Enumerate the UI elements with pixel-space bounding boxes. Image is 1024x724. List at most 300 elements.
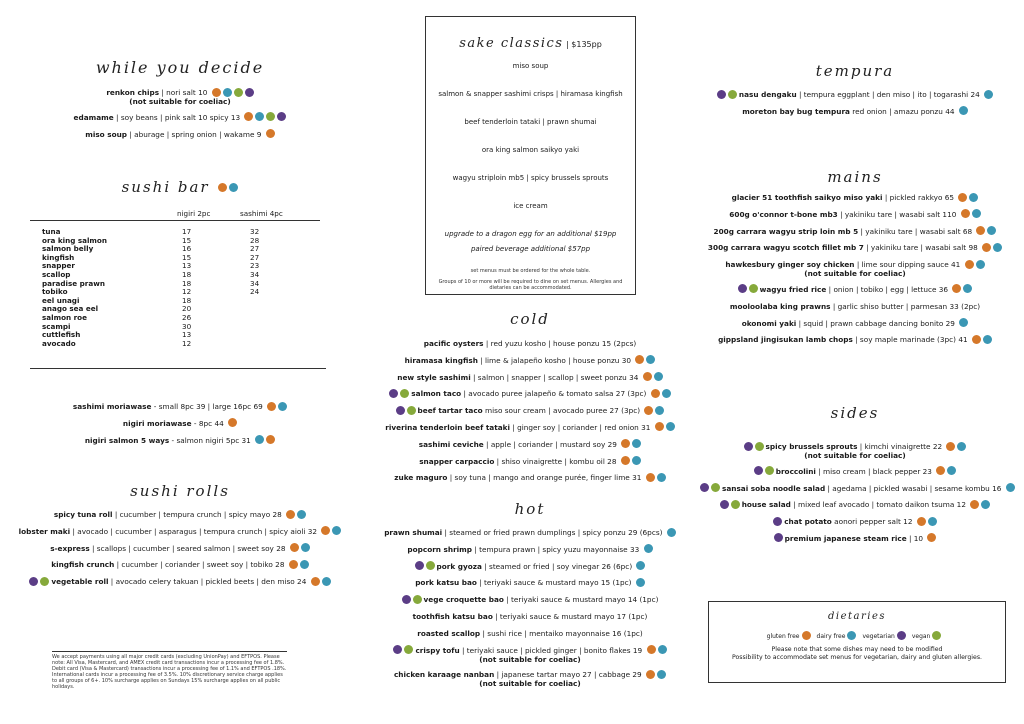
legend-label: vegetarian: [862, 633, 895, 640]
dairy-free-icon: [981, 500, 990, 509]
dairy-free-icon: [667, 528, 676, 537]
gluten-free-icon: [266, 129, 275, 138]
menu-item-description: | teriyaki sauce & mustard mayo 14 (1pc): [503, 595, 659, 605]
dairy-free-icon: [297, 510, 306, 519]
menu-item-name: nasu dengaku: [738, 90, 797, 99]
menu-item: [30, 88, 330, 106]
cell-sashimi: 34: [250, 278, 260, 288]
cell-sashimi: 24: [250, 287, 260, 297]
menu-item-description: | soy maple marinade (3pc) 41: [852, 335, 970, 345]
dairy-free-icon: [255, 435, 264, 444]
dairy-free-icon: [987, 226, 996, 235]
menu-item: [10, 510, 350, 520]
menu-item-description: | cucumber | coriander | sweet soy | tobiko 28: [114, 560, 287, 570]
menu-item-description: | teriyaki sauce | pickled ginger | bonito flakes 19: [459, 645, 645, 655]
sake-classics-box: [425, 16, 636, 295]
cell-name: cuttlefish: [42, 330, 81, 340]
dairy-free-icon: [646, 355, 655, 364]
cell-sashimi: 28: [250, 235, 260, 245]
legend-item: [767, 633, 811, 640]
gluten-free-icon: [643, 372, 652, 381]
vegetarian-icon: [277, 112, 286, 121]
sushi-bar-title-text: sushi bar: [121, 178, 210, 196]
cell-sashimi: [250, 340, 322, 349]
gluten-free-icon: [289, 560, 298, 569]
menu-item-name: mooloolaba king prawns: [729, 301, 831, 311]
legend-item: [862, 633, 905, 640]
moriawase-list: [30, 402, 330, 452]
vegetarian-icon: [389, 389, 398, 398]
dairy-free-icon: [658, 645, 667, 654]
menu-item-description: | shiso vinaigrette | kombu oil 28: [494, 456, 619, 466]
gluten-free-icon: [961, 209, 970, 218]
hot-list: [360, 528, 700, 695]
menu-item-description: | red yuzu kosho | house ponzu 15 (2pcs): [483, 339, 637, 348]
menu-item-name: broccolini: [775, 466, 816, 476]
gluten-free-icon: [621, 439, 630, 448]
menu-item-name: s-express: [50, 543, 90, 553]
cell-name: scampi: [42, 321, 71, 331]
sushi-rolls-title: sushi rolls: [130, 482, 230, 500]
vegetarian-icon: [773, 517, 782, 526]
vegetarian-icon: [396, 406, 405, 415]
menu-item-description: | apple | coriander | mustard soy 29: [483, 439, 620, 449]
sushi-rolls-list: [10, 510, 350, 594]
dairy-free-icon: [957, 442, 966, 451]
dairy-free-icon: [847, 631, 856, 640]
cold-list: [360, 339, 700, 490]
menu-item-name: wagyu fried rice: [759, 284, 827, 294]
cell-sashimi: 34: [250, 269, 260, 279]
payment-note-text: We accept payments using all major credit cards (excluding UnionPay) and EFTPOS. Please note: All Visa, Mastercard, and AMEX credit card transactions incur a processing fee of 1.8%. Debit card (Visa & Mastercard) transactions incur a processing fee of 1.1% and EFTPOS .18%. International cards incur a processing fee of 3.5%. 10% discretionary service charge applies to all groups of 6+. 10% surcharge applies on Sundays 15% surcharge applies on all public holidays.: [52, 654, 287, 690]
vegan-icon: [932, 631, 941, 640]
menu-item: [360, 356, 700, 366]
gluten-free-icon: [244, 112, 253, 121]
set-menu-item: ora king salmon saikyo yaki: [481, 146, 580, 154]
vegan-icon: [426, 561, 435, 570]
menu-item: [695, 210, 1015, 220]
menu-item: [700, 517, 1010, 527]
menu-item-description: | avocado celery takuan | pickled beets | den miso 24: [108, 577, 309, 587]
menu-item-name: nigiri salmon 5 ways: [84, 435, 170, 445]
set-menu-item: miso soup: [512, 62, 549, 70]
menu-item-description: miso sour cream | avocado puree 27 (3pc): [482, 406, 643, 416]
dairy-free-icon: [654, 372, 663, 381]
sushi-bar-title: [30, 178, 330, 196]
menu-item-description: - salmon nigiri 5pc 31: [169, 435, 254, 445]
menu-item: [360, 373, 700, 383]
menu-item: [695, 285, 1015, 295]
menu-item-name: nigiri moriawase: [122, 418, 192, 428]
sides-list: [700, 442, 1010, 551]
dairy-free-icon: [655, 406, 664, 415]
vegetarian-icon: [402, 595, 411, 604]
menu-item: [700, 467, 1010, 477]
cell-name: paradise prawn: [42, 278, 105, 288]
vegan-icon: [755, 442, 764, 451]
menu-item-description: | japanese tartar mayo 27 | cabbage 29: [494, 670, 645, 680]
cell-nigiri: 16: [182, 244, 192, 254]
cell-nigiri: 18: [182, 269, 192, 279]
legend-item: [817, 633, 857, 640]
vegetarian-icon: [717, 90, 726, 99]
cell-name: scallop: [42, 269, 71, 279]
dietaries-note-1: Please note that some dishes may need to be modified: [771, 646, 943, 653]
menu-item-description: aonori pepper salt 12: [831, 517, 915, 527]
menu-item-name: spicy brussels sprouts: [765, 442, 858, 451]
cell-name: tobiko: [42, 287, 68, 297]
cell-nigiri: 26: [182, 312, 192, 322]
vegetarian-icon: [245, 88, 254, 97]
vegetarian-icon: [744, 442, 753, 451]
dairy-free-icon: [662, 389, 671, 398]
menu-item-description: | teriyaki sauce & mustard mayo 15 (1pc): [476, 578, 634, 588]
dairy-free-icon: [255, 112, 264, 121]
gluten-free-icon: [927, 533, 936, 542]
menu-item: [700, 90, 1010, 100]
menu-item: [695, 260, 1015, 278]
legend-label: vegan: [911, 633, 931, 640]
dairy-free-icon: [1006, 483, 1015, 492]
menu-item: [360, 440, 700, 450]
menu-item-description: | onion | tobiko | egg | lettuce 36: [826, 284, 951, 294]
menu-item-name: gippsland jingisukan lamb chops: [718, 335, 853, 345]
sushi-bar-rows: [42, 228, 322, 348]
cell-nigiri: 15: [182, 235, 192, 245]
dairy-free-icon: [947, 466, 956, 475]
menu-item: [360, 612, 700, 622]
menu-item-description: | steamed or fried | soy vinegar 26 (6pc): [481, 561, 635, 571]
menu-item-description: | sushi rice | mentaiko mayonnaise 16 (1pc): [480, 628, 643, 638]
menu-item-name: chat potato: [784, 517, 832, 527]
menu-item-description: | tempura prawn | spicy yuzu mayonnaise 33: [472, 544, 642, 554]
table-row: [42, 340, 322, 349]
gluten-free-icon: [952, 284, 961, 293]
cell-name: avocado: [42, 338, 76, 348]
menu-item: [700, 500, 1010, 510]
menu-item-description: | yakiniku tare | wasabi salt 98: [863, 243, 981, 253]
menu-item-description: | scallops | cucumber | seared salmon | sweet soy 28: [89, 543, 288, 553]
menu-item: [700, 107, 1010, 117]
vegan-icon: [234, 88, 243, 97]
sake-pairing: paired beverage additional $57pp: [470, 245, 591, 253]
menu-item-description: - small 8pc 39 | large 16pc 69: [151, 402, 266, 411]
dairy-free-icon: [301, 543, 310, 552]
cell-nigiri: 12: [182, 287, 192, 297]
gluten-free-icon: [958, 193, 967, 202]
dairy-free-icon: [993, 243, 1002, 252]
menu-item-description: - 8pc 44: [191, 418, 227, 428]
menu-item: [360, 457, 700, 467]
menu-item-name: new style sashimi: [397, 372, 471, 382]
cell-sashimi: [250, 305, 322, 314]
menu-item-name: okonomi yaki: [741, 318, 797, 328]
cell-name: kingfish: [42, 252, 75, 262]
menu-item: [695, 335, 1015, 345]
menu-item-name: premium japanese steam rice: [784, 533, 907, 543]
menu-item: [30, 130, 330, 140]
menu-item-note: (not suitable for coeliac): [479, 654, 581, 664]
sake-upgrade: upgrade to a dragon egg for an additional $19pp: [444, 230, 617, 238]
sake-note-1: set menus must be ordered for the whole table.: [470, 268, 591, 274]
sake-classics-price: | $135pp: [563, 40, 602, 49]
menu-item-description: | kimchi vinaigrette 22: [857, 442, 945, 451]
gluten-free-icon: [286, 510, 295, 519]
gluten-free-icon: [228, 418, 237, 427]
menu-item: [695, 193, 1015, 203]
menu-item-note: (not suitable for coeliac): [804, 269, 906, 279]
menu-item: [360, 528, 700, 538]
menu-item: [360, 389, 700, 399]
gluten-free-icon: [290, 543, 299, 552]
dairy-free-icon: [632, 456, 641, 465]
mains-title: mains: [827, 168, 883, 186]
dairy-free-icon: [976, 260, 985, 269]
menu-item-note: (not suitable for coeliac): [129, 97, 231, 106]
menu-item-name: renkon chips: [106, 88, 160, 97]
menu-item: [695, 243, 1015, 253]
cell-sashimi: 27: [250, 244, 260, 254]
menu-item-description: | avocado | cucumber | asparagus | tempura crunch | spicy aioli 32: [70, 526, 320, 536]
menu-item-name: 200g carrara wagyu strip loin mb 5: [713, 226, 859, 236]
while-you-decide-list: [30, 88, 330, 146]
menu-item: [695, 227, 1015, 237]
dairy-free-icon: [332, 526, 341, 535]
menu-item-name: lobster maki: [18, 526, 71, 536]
menu-item-description: | pickled rakkyo 65: [882, 193, 957, 202]
cell-sashimi: [250, 297, 322, 306]
vegan-icon: [711, 483, 720, 492]
sides-title: sides: [830, 404, 880, 422]
cell-name: snapper: [42, 261, 75, 271]
menu-item-name: pork gyoza: [436, 561, 482, 571]
menu-item: [360, 646, 700, 664]
menu-item-name: edamame: [73, 112, 114, 122]
cell-name: eel unagi: [42, 295, 80, 305]
vegan-icon: [749, 284, 758, 293]
menu-item-description: | 10: [906, 533, 926, 543]
menu-item: [360, 545, 700, 555]
menu-item-description: | lime sour dipping sauce 41: [854, 260, 963, 270]
set-menu-item: beef tenderloin tataki | prawn shumai: [464, 118, 597, 126]
cell-nigiri: 12: [182, 338, 192, 348]
menu-item-description: | yakiniku tare | wasabi salt 68: [858, 226, 975, 236]
menu-item-name: house salad: [741, 500, 791, 510]
set-menu-item: salmon & snapper sashimi crisps | hiramasa kingfish: [438, 90, 623, 98]
vegetarian-icon: [738, 284, 747, 293]
cell-sashimi: [250, 331, 322, 340]
cell-nigiri: 30: [182, 321, 192, 331]
dairy-free-icon: [984, 90, 993, 99]
dairy-free-icon: [229, 183, 238, 192]
set-menu-item: wagyu striploin mb5 | spicy brussels sprouts: [452, 174, 609, 182]
menu-item-name: moreton bay bug tempura: [742, 106, 850, 116]
dairy-free-icon: [636, 578, 645, 587]
dairy-free-icon: [278, 402, 287, 411]
dietaries-title: dietaries: [827, 611, 887, 622]
menu-item-name: riverina tenderloin beef tataki: [385, 422, 510, 432]
vegan-icon: [413, 595, 422, 604]
menu-item-description: | agedama | pickled wasabi | sesame kombu 16: [825, 483, 1004, 493]
cell-name: ora king salmon: [42, 235, 107, 245]
cell-sashimi: 32: [250, 227, 260, 236]
dairy-free-icon: [963, 284, 972, 293]
menu-item: [10, 560, 350, 570]
sake-classics-title: sake classics: [459, 36, 564, 51]
menu-item-name: miso soup: [85, 129, 128, 139]
menu-item-description: | lime & jalapeño kosho | house ponzu 30: [477, 355, 634, 365]
vegetarian-icon: [897, 631, 906, 640]
hot-title: hot: [514, 500, 546, 518]
menu-item: [360, 562, 700, 572]
gluten-free-icon: [917, 517, 926, 526]
sake-classics-heading: [426, 32, 635, 51]
menu-item-description: | avocado puree jalapeño & tomato salsa 27 (3pc): [461, 389, 649, 399]
gluten-free-icon: [644, 406, 653, 415]
gluten-free-icon: [651, 389, 660, 398]
gluten-free-icon: [965, 260, 974, 269]
menu-item: [10, 544, 350, 554]
gluten-free-icon: [646, 670, 655, 679]
menu-item-note: (not suitable for coeliac): [804, 451, 906, 460]
menu-item-name: 300g carrara wagyu scotch fillet mb 7: [707, 243, 864, 253]
dairy-free-icon: [300, 560, 309, 569]
legend-label: dairy free: [816, 633, 846, 640]
cell-sashimi: [250, 323, 322, 332]
vegetarian-icon: [29, 577, 38, 586]
dairy-free-icon: [959, 318, 968, 327]
menu-item: [700, 442, 1010, 460]
sake-classics-items: [426, 61, 635, 211]
vegetarian-icon: [720, 500, 729, 509]
dairy-free-icon: [322, 577, 331, 586]
menu-item-name: sashimi ceviche: [418, 439, 484, 449]
sake-note-2: Groups of 10 or more will be required to dine on set menus. Allergies and dietaries can be accommodated.: [438, 279, 623, 291]
menu-item-description: | ginger soy | coriander | red onion 31: [510, 422, 653, 432]
menu-item-name: roasted scallop: [417, 628, 481, 638]
menu-item-description: | salmon | snapper | scallop | sweet ponzu 34: [470, 372, 641, 382]
menu-item-description: | cucumber | tempura crunch | spicy mayo 28: [112, 510, 285, 519]
menu-item-name: sansai soba noodle salad: [722, 483, 826, 493]
menu-item-name: prawn shumai: [384, 528, 443, 537]
cell-nigiri: 17: [182, 227, 192, 236]
while-you-decide-title: while you decide: [95, 58, 265, 77]
vegetarian-icon: [415, 561, 424, 570]
menu-item-name: hiramasa kingfish: [404, 355, 478, 365]
vegetarian-icon: [700, 483, 709, 492]
menu-item: [700, 534, 1010, 544]
vegan-icon: [731, 500, 740, 509]
menu-item-name: spicy tuna roll: [53, 510, 113, 519]
menu-item: [360, 406, 700, 416]
gluten-free-icon: [212, 88, 221, 97]
dietaries-note-2: Possibility to accommodate set menus for vegetarian, dairy and gluten allergies.: [731, 654, 983, 661]
cell-name: tuna: [42, 227, 61, 236]
menu-item-name: vegetable roll: [51, 577, 109, 587]
menu-item: [360, 339, 700, 349]
vegetarian-icon: [774, 533, 783, 542]
menu-item-name: beef tartar taco: [417, 406, 483, 416]
cell-name: anago sea eel: [42, 304, 99, 314]
tempura-list: [700, 90, 1010, 124]
tempura-title: tempura: [815, 62, 895, 80]
gluten-free-icon: [802, 631, 811, 640]
cell-nigiri: 13: [182, 330, 192, 340]
gluten-free-icon: [655, 422, 664, 431]
gluten-free-icon: [267, 402, 276, 411]
cell-nigiri: 18: [182, 295, 192, 305]
menu-item-description: | yakiniku tare | wasabi salt 110: [837, 209, 959, 219]
menu-item: [360, 595, 700, 605]
menu-item-name: 600g o'connor t-bone mb3: [729, 209, 838, 219]
gluten-free-icon: [266, 435, 275, 444]
gluten-free-icon: [646, 473, 655, 482]
sushi-table-bottom-rule: [30, 368, 326, 369]
vegan-icon: [40, 577, 49, 586]
vegetarian-icon: [393, 645, 402, 654]
vegan-icon: [404, 645, 413, 654]
vegan-icon: [765, 466, 774, 475]
menu-item-description: red onion | amazu ponzu 44: [849, 106, 957, 116]
dairy-free-icon: [983, 335, 992, 344]
gluten-free-icon: [936, 466, 945, 475]
dairy-free-icon: [969, 193, 978, 202]
menu-item: [10, 577, 350, 587]
menu-item: [360, 629, 700, 639]
legend-item: [912, 633, 942, 640]
menu-item: [30, 113, 330, 123]
dairy-free-icon: [223, 88, 232, 97]
dietaries-legend: [709, 632, 1005, 641]
cell-sashimi: 23: [250, 261, 260, 271]
menu-item-name: snapper carpaccio: [419, 456, 495, 466]
menu-item: [360, 578, 700, 588]
legend-label: gluten free: [766, 633, 800, 640]
dairy-free-icon: [666, 422, 675, 431]
gluten-free-icon: [621, 456, 630, 465]
gluten-free-icon: [321, 526, 330, 535]
vegan-icon: [266, 112, 275, 121]
menu-item: [360, 423, 700, 433]
cold-title: cold: [510, 310, 550, 328]
sashimi-header: sashimi 4pc: [240, 209, 283, 218]
menu-item-name: toothfish katsu bao: [412, 611, 493, 621]
menu-item-description: | mixed leaf avocado | tomato daikon tsuma 12: [790, 500, 969, 510]
menu-item: [360, 473, 700, 483]
menu-item-name: crispy tofu: [415, 645, 460, 655]
menu-item: [30, 436, 330, 446]
menu-item-name: pacific oysters: [423, 339, 484, 348]
menu-item-name: chicken karaage nanban: [393, 670, 495, 680]
menu-item-name: kingfish crunch: [51, 560, 115, 570]
menu-item-description: | squid | prawn cabbage dancing bonito 29: [796, 318, 958, 328]
menu-item-name: glacier 51 toothfish saikyo miso yaki: [731, 193, 883, 202]
sushi-bar-table: [42, 228, 322, 348]
set-menu-item: ice cream: [513, 202, 548, 210]
menu-item-description: | soy beans | pink salt 10 spicy 13: [113, 112, 243, 122]
vegan-icon: [407, 406, 416, 415]
cell-nigiri: 15: [182, 252, 192, 262]
gluten-free-icon: [647, 645, 656, 654]
menu-item-description: | aburage | spring onion | wakame 9: [127, 129, 264, 139]
menu-item-name: hawkesbury ginger soy chicken: [725, 260, 855, 270]
gluten-free-icon: [311, 577, 320, 586]
gluten-free-icon: [635, 355, 644, 364]
menu-item: [30, 419, 330, 429]
menu-item-name: salmon taco: [411, 389, 462, 399]
menu-item-note: (not suitable for coeliac): [479, 679, 581, 689]
dietaries-box: [708, 601, 1006, 683]
